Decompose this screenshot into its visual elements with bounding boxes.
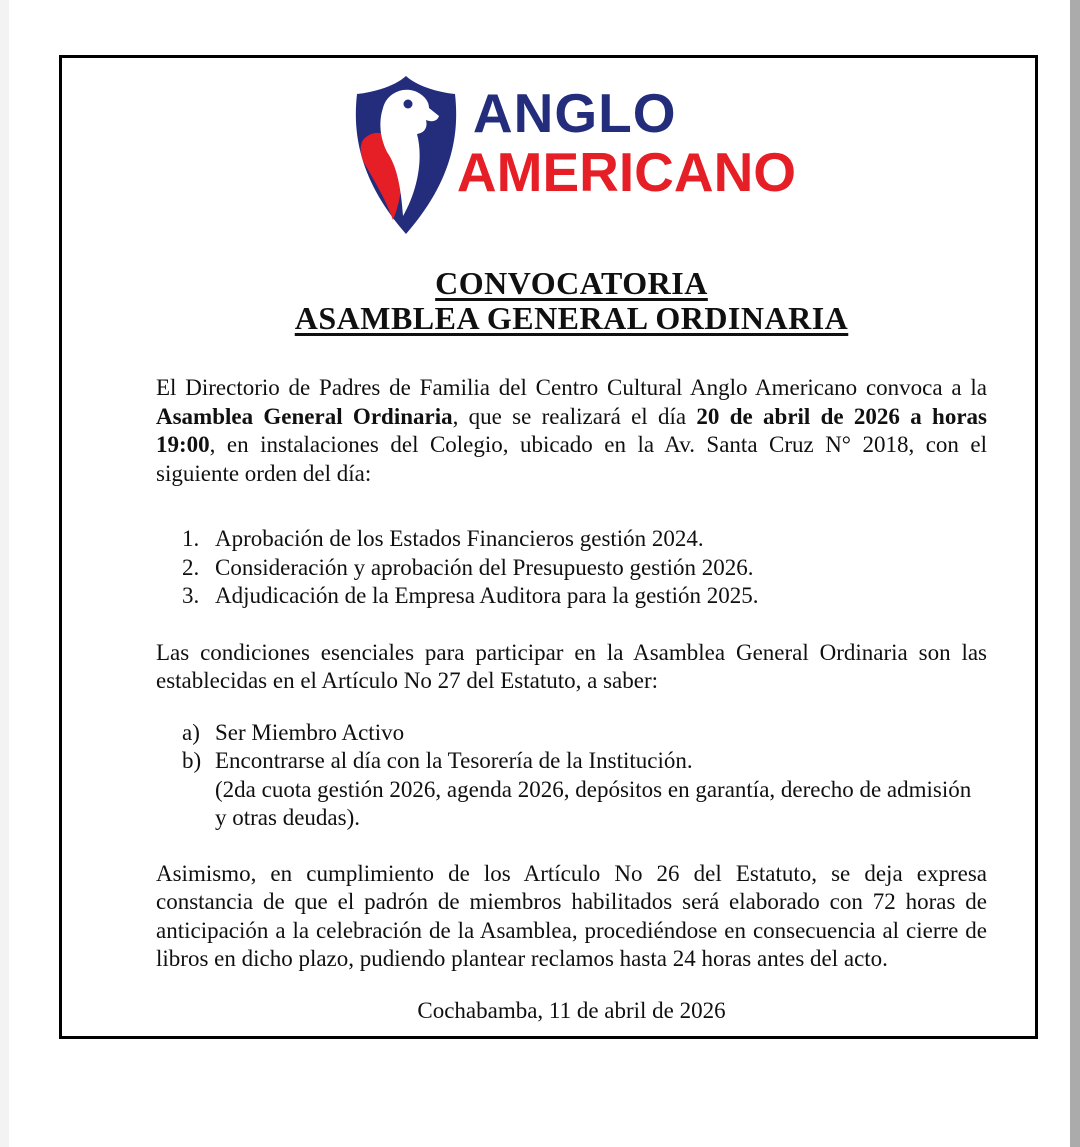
agenda-item-text: Adjudicación de la Empresa Auditora para la gestión 2025.	[215, 583, 759, 608]
logo	[156, 70, 987, 240]
title-line-1: CONVOCATORIA	[435, 265, 708, 301]
logo-word-anglo: ANGLO	[472, 82, 677, 144]
left-page-edge	[0, 0, 9, 1147]
agenda-item-number: 1.	[182, 526, 200, 551]
intro-paragraph	[156, 374, 987, 488]
document-title	[156, 266, 987, 336]
agenda-item-number: 2.	[182, 554, 200, 580]
condition-item-text: Ser Miembro Activo	[215, 719, 405, 745]
intro-seg2-bold: Asamblea General Ordinaria	[156, 403, 453, 429]
logo-word-americano: AMERICANO	[456, 141, 797, 203]
intro-seg5: , en instalaciones del Colegio, ubicado en la Av. Santa Cruz N° 2018, con el siguiente orden del día:	[156, 432, 987, 486]
agenda-item-text: Aprobación de los Estados Financieros gestión 2024.	[215, 526, 704, 551]
condition-item-letter: b)	[182, 748, 202, 773]
notice-paragraph: Asimismo, en cumplimiento de los Artículo No 26 del Estatuto, se deja expresa constancia de que el padrón de miembros habilitados será elaborado con 72 horas de anticipación a la celebración de la Asamblea, procediéndose en consecuencia al cierre de libros en dicho plazo, pudiendo plantear reclamos hasta 24 horas antes del acto.	[156, 860, 987, 971]
condition-item-text: Encontrarse al día con la Tesorería de la Institución.	[215, 748, 693, 773]
eagle-shield-icon	[347, 70, 465, 240]
logo-wordmark	[456, 70, 797, 203]
agenda-item	[156, 554, 987, 583]
intro-seg1: El Directorio de Padres de Familia del Centro Cultural Anglo Americano convoca a la	[156, 375, 987, 400]
intro-seg3: , que se realizará el día	[452, 403, 697, 429]
document-frame	[59, 55, 1038, 1039]
agenda-item-text: Consideración y aprobación del Presupuesto gestión 2026.	[215, 554, 754, 580]
condition-item-note: (2da cuota gestión 2026, agenda 2026, depósitos en garantía, derecho de admisión y otras deudas).	[215, 776, 972, 830]
agenda-item-number: 3.	[182, 583, 200, 608]
conditions-paragraph: Las condiciones esenciales para participar en la Asamblea General Ordinaria son las establecidas en el Artículo No 27 del Estatuto, a saber:	[156, 639, 987, 693]
conditions-list	[156, 719, 987, 833]
agenda-item	[156, 525, 987, 554]
agenda-item	[156, 582, 987, 611]
agenda-list	[156, 525, 987, 611]
condition-item-letter: a)	[182, 719, 200, 745]
title-line-2: ASAMBLEA GENERAL ORDINARIA	[294, 300, 849, 336]
intro-seg4-bold: 20 de abril de 2026 a horas 19:00	[156, 403, 987, 457]
dateline: Cochabamba, 11 de abril de 2026	[417, 997, 726, 1023]
vertical-scrollbar[interactable]	[1070, 0, 1080, 1147]
condition-item	[156, 719, 987, 748]
condition-item	[156, 747, 987, 776]
